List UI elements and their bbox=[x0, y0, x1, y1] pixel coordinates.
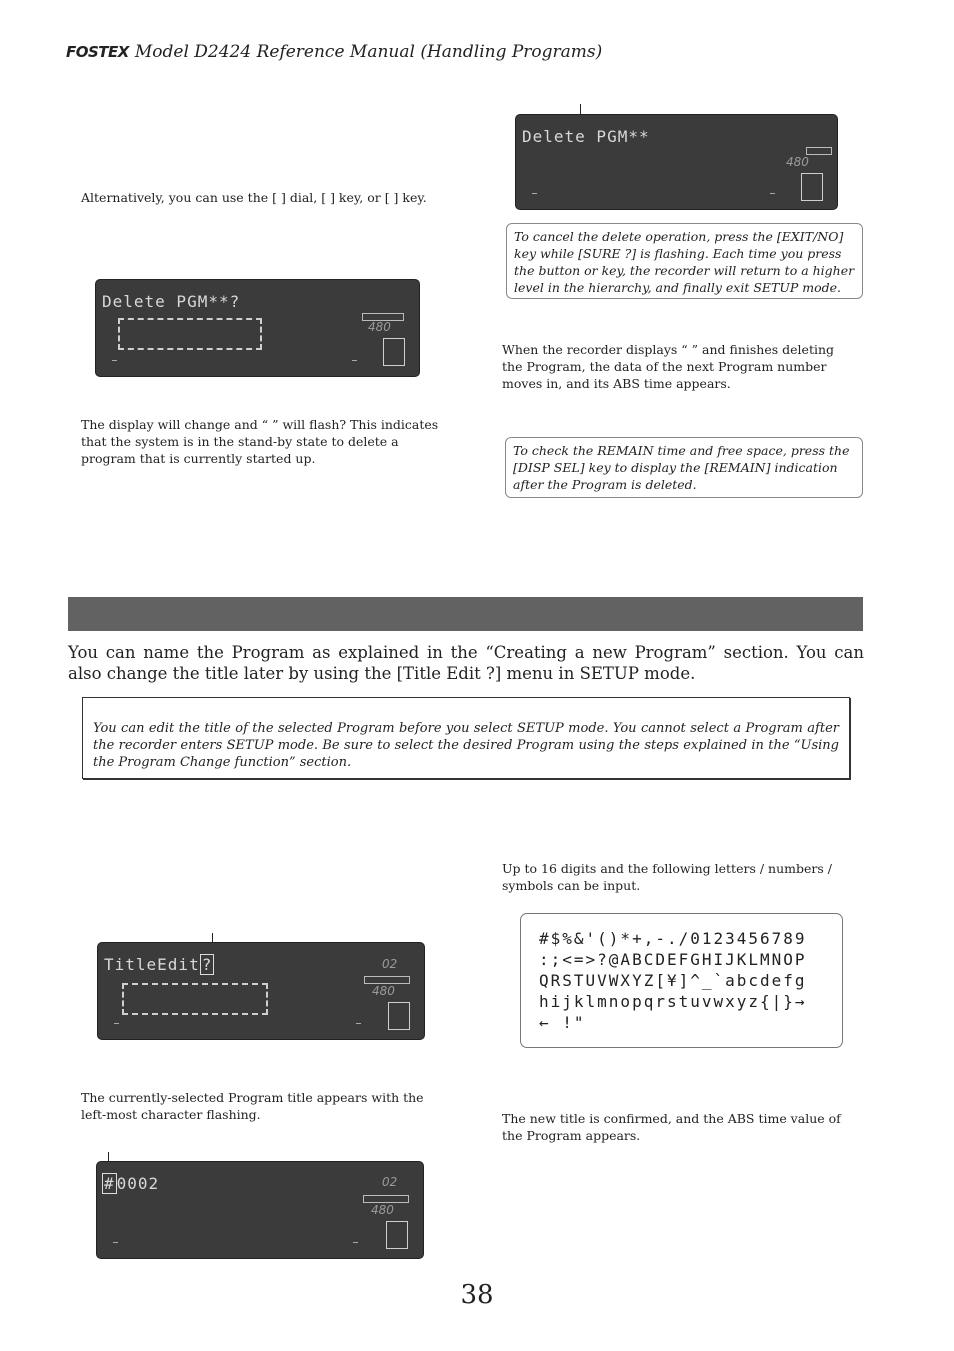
character-set-list bbox=[539, 928, 807, 1033]
lcd-cursor: ? bbox=[201, 955, 213, 974]
brand-logo: FOSTEX bbox=[66, 43, 129, 61]
lcd-text: Delete PGM** bbox=[522, 127, 650, 146]
charset-line: :;<=>?@ABCDEFGHIJKLMNOP bbox=[539, 950, 807, 969]
lcd-tick bbox=[532, 193, 537, 194]
lcd-display-title-value bbox=[97, 1162, 423, 1258]
page-header bbox=[66, 42, 602, 62]
lcd-title: 0002 bbox=[116, 1174, 160, 1193]
lcd-text bbox=[104, 955, 214, 974]
lcd-tick bbox=[356, 1023, 361, 1024]
paragraph-completed: When the recorder displays “ ” and finishes deleting the Program, the data of the next Program number moves in, and its ABS time appears. bbox=[502, 342, 835, 391]
paragraph-title-appears: The currently-selected Program title appears with the left-most character flashing. bbox=[81, 1090, 424, 1122]
paragraph-alternative: Alternatively, you can use the [ ] dial, [ ] key, or [ ] key. bbox=[81, 190, 427, 205]
section-header-bar bbox=[68, 597, 863, 631]
lcd-tick bbox=[114, 1023, 119, 1024]
lcd-counter: 480 bbox=[368, 320, 391, 334]
lcd-tick bbox=[113, 1242, 118, 1243]
lcd-tick bbox=[770, 193, 775, 194]
lcd-cursor: # bbox=[104, 1174, 115, 1193]
note-remain: To check the REMAIN time and free space, press the [DISP SEL] key to display the [REMAIN] indication after the Program is deleted. bbox=[505, 437, 863, 498]
lcd-counter: 480 bbox=[786, 155, 809, 169]
lcd-program-number: 02 bbox=[382, 957, 398, 971]
page-number: 38 bbox=[460, 1280, 494, 1310]
paragraph-title-intro: You can name the Program as explained in the “Creating a new Program” section. You can also change the title later by using the [Title Edit ?] menu in SETUP mode. bbox=[68, 643, 864, 683]
lcd-counter: 480 bbox=[371, 1203, 394, 1217]
note-title-edit: You can edit the title of the selected Program before you select SETUP mode. You cannot select a Program after the recorder enters SETUP mode. Be sure to select the desired Program using the steps explained in the “Using the Program Change function” section. bbox=[82, 697, 850, 779]
lcd-text: Delete PGM**? bbox=[102, 292, 241, 311]
lcd-label: TitleEdit bbox=[104, 955, 200, 974]
lcd-tick bbox=[353, 1242, 358, 1243]
paragraph-confirmed: The new title is confirmed, and the ABS time value of the Program appears. bbox=[502, 1111, 841, 1143]
lcd-counter: 480 bbox=[372, 984, 395, 998]
paragraph-digits: Up to 16 digits and the following letters / numbers / symbols can be input. bbox=[502, 861, 832, 893]
character-set-panel bbox=[520, 913, 843, 1048]
program-box bbox=[383, 338, 405, 366]
lcd-display-title-edit bbox=[98, 943, 424, 1039]
level-meter bbox=[363, 1195, 409, 1203]
lcd-display-delete bbox=[516, 115, 837, 209]
lcd-bracket bbox=[122, 983, 268, 1015]
program-box bbox=[386, 1221, 408, 1249]
level-meter bbox=[364, 976, 410, 984]
charset-line: QRSTUVWXYZ[¥]^_`abcdefg bbox=[539, 971, 807, 990]
header-title: Model D2424 Reference Manual (Handling Programs) bbox=[134, 42, 603, 62]
program-box bbox=[388, 1002, 410, 1030]
charset-line: #$%&'()*+,-./0123456789 bbox=[539, 929, 807, 948]
lcd-program-number: 02 bbox=[382, 1175, 398, 1189]
lcd-tick bbox=[112, 360, 117, 361]
lcd-tick bbox=[352, 360, 357, 361]
note-cancel-delete: To cancel the delete operation, press the [EXIT/NO] key while [SURE ?] is flashing. Each time you press the button or key, the recorder will return to a higher level in the hierarchy, and finally exit SETUP mode. bbox=[506, 223, 863, 299]
level-meter bbox=[806, 147, 832, 155]
charset-line: hijklmnopqrstuvwxyz{|}→ bbox=[539, 992, 807, 1011]
charset-line: ← !" bbox=[539, 1013, 586, 1032]
lcd-bracket bbox=[118, 318, 262, 350]
paragraph-flash: The display will change and “ ” will flash? This indicates that the system is in the stand-by state to delete a program that is currently started up. bbox=[81, 417, 439, 466]
lcd-text bbox=[102, 1174, 159, 1193]
lcd-display-delete-confirm bbox=[96, 280, 419, 376]
program-box bbox=[801, 173, 823, 201]
